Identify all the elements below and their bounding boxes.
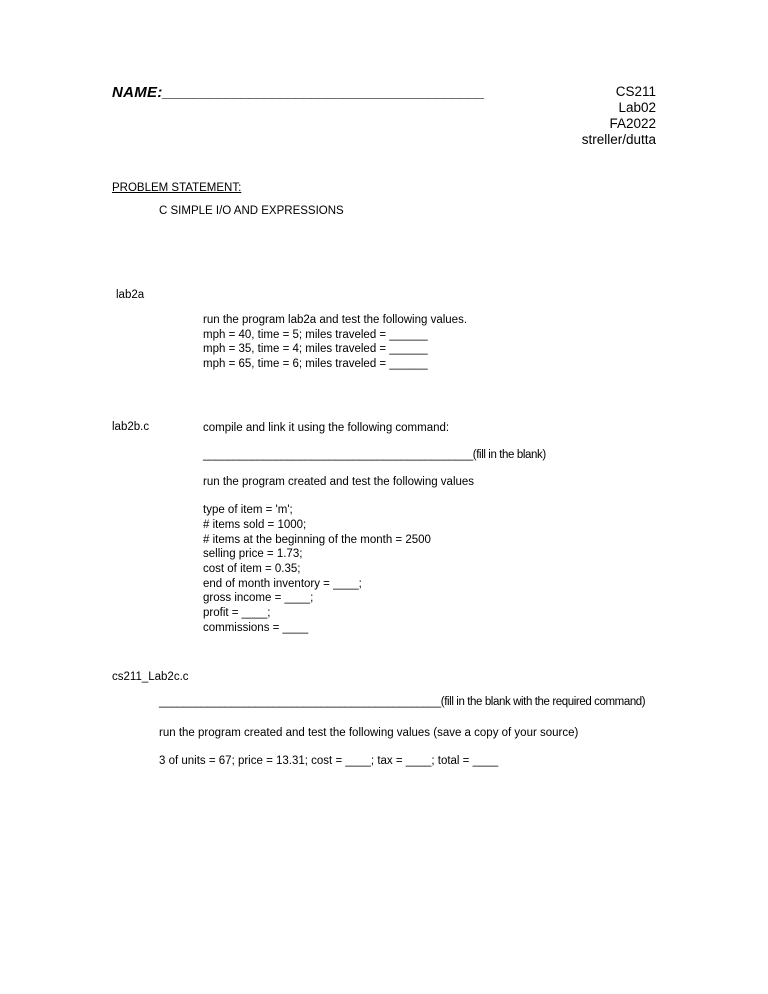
lab2b-value-line: type of item = 'm'; (203, 504, 293, 517)
name-blank: _________________________________________ (162, 84, 485, 101)
name-label: NAME: (112, 84, 163, 101)
problem-statement-subtitle: C SIMPLE I/O AND EXPRESSIONS (159, 205, 344, 217)
lab2b-value-line[interactable]: profit = ____; (203, 607, 271, 620)
instructors: streller/dutta (581, 132, 656, 147)
lab-number: Lab02 (618, 100, 656, 115)
lab2b-value-line: # items at the beginning of the month = 2500 (203, 533, 431, 546)
lab2b-value-line[interactable]: commissions = ____ (203, 621, 309, 634)
lab2b-fill-in-blank[interactable]: _____________________________________________(fill in the blank) (203, 448, 546, 461)
section-body-lab2c (159, 695, 646, 769)
section-label-lab2a: lab2a (116, 289, 145, 301)
section-body-lab2b (203, 421, 623, 635)
lab2b-intro: compile and link it using the following command: (203, 422, 450, 434)
lab2c-fill-in-blank[interactable]: _______________________________________________(fill in the blank with the required command) (159, 696, 646, 708)
lab2a-test-line: mph = 65, time = 6; miles traveled = ______ (203, 358, 428, 371)
lab2c-run-line: run the program created and test the following values (save a copy of your source) (159, 726, 579, 739)
name-line (112, 84, 484, 101)
lab2b-run-line: run the program created and test the following values (203, 476, 475, 489)
section-label-lab2c: cs211_Lab2c.c (112, 671, 189, 683)
term: FA2022 (609, 116, 656, 131)
problem-statement-heading: PROBLEM STATEMENT: (112, 182, 242, 194)
section-body-lab2a (203, 313, 467, 372)
lab2b-value-line[interactable]: gross income = ____; (203, 592, 314, 605)
lab2b-value-line: cost of item = 0.35; (203, 562, 301, 575)
lab2c-value-line[interactable]: 3 of units = 67; price = 13.31; cost = ____; tax = ____; total = ____ (159, 755, 499, 768)
lab2b-value-line: # items sold = 1000; (203, 518, 307, 531)
lab2a-test-line: mph = 40, time = 5; miles traveled = ______ (203, 328, 428, 341)
document-header (112, 84, 656, 148)
lab2a-test-line: mph = 35, time = 4; miles traveled = ______ (203, 343, 428, 356)
course-code: CS211 (615, 84, 656, 99)
lab2b-value-line[interactable]: end of month inventory = ____; (203, 577, 362, 590)
course-info-block (582, 84, 656, 148)
lab2a-intro: run the program lab2a and test the following values. (203, 314, 468, 326)
lab2b-value-line: selling price = 1.73; (203, 548, 303, 561)
section-label-lab2b: lab2b.c (112, 421, 150, 433)
